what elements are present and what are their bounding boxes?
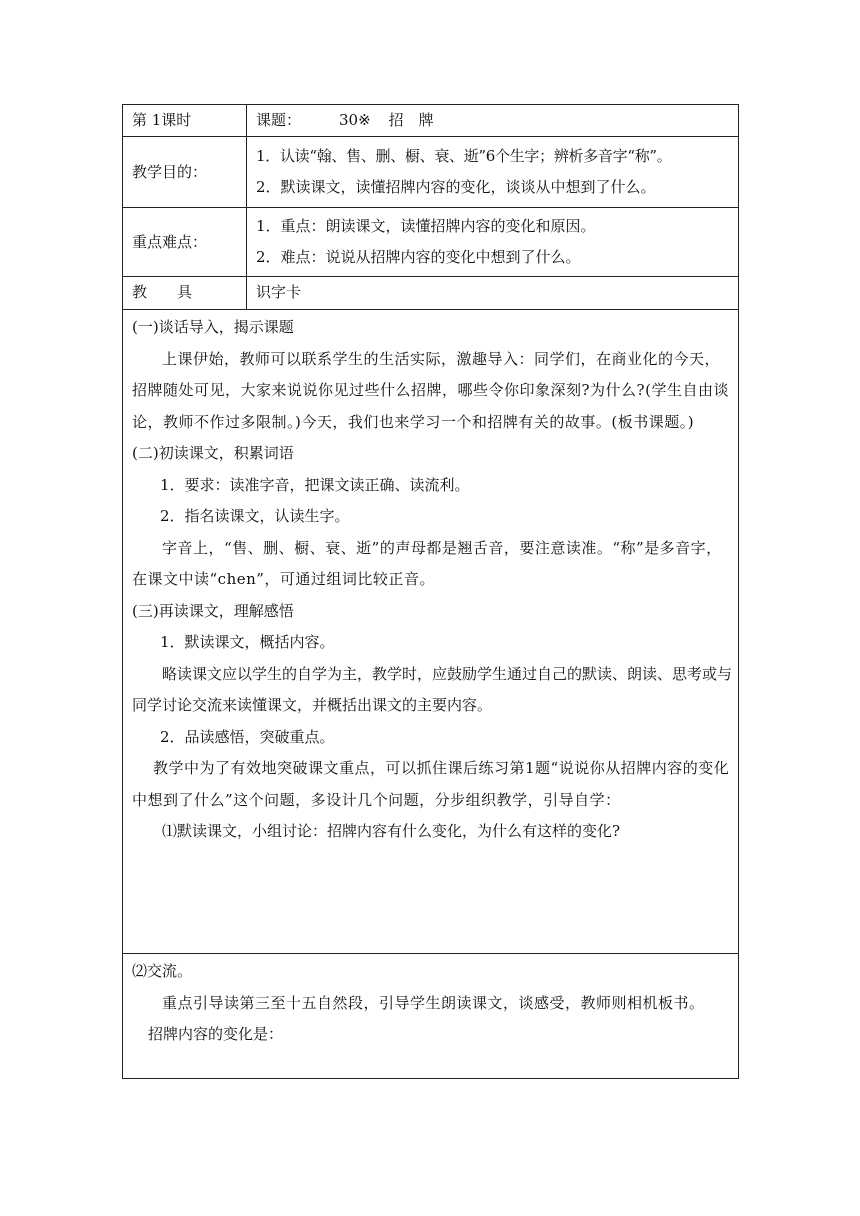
topic-number: 30※: [339, 111, 371, 129]
process-row: [123, 310, 739, 954]
section-3-sub-1: ⑴默读课文，小组讨论：招牌内容有什么变化，为什么有这样的变化?: [162, 822, 621, 840]
lesson-plan-table: [122, 104, 739, 1079]
tools-value: 识字卡: [256, 283, 302, 301]
header-row: [123, 105, 739, 137]
tools-row: [123, 277, 739, 310]
key-point-item-2: 2．难点：说说从招牌内容的变化中想到了什么。: [256, 248, 581, 266]
objective-item-1: 1．认读“翰、售、删、橱、衰、逝”6个生字；辨析多音字“称”。: [256, 147, 672, 165]
process-cell: [123, 310, 739, 954]
section-2-item-2: 2．指名读课文，认读生字。: [160, 507, 350, 525]
period-text: 第 1课时: [132, 111, 192, 129]
tools-label-cell: [123, 277, 247, 310]
tools-label: 教 具: [132, 283, 193, 301]
exchange-heading: ⑵交流。: [132, 962, 193, 980]
section-3-text-2: 教学中为了有效地突破课文重点，可以抓住课后练习第1题“说说你从招牌内容的变化中想到了什么”这个问题，多设计几个问题，分步组织教学，引导自学：: [132, 759, 730, 809]
section-1-heading: (一)谈话导入，揭示课题: [132, 318, 294, 336]
change-label: 招牌内容的变化是：: [148, 1025, 284, 1043]
lesson-plan-sheet: [122, 104, 738, 1079]
section-1-text: 上课伊始，教师可以联系学生的生活实际，激趣导入：同学们，在商业化的今天，招牌随处可见，大家来说说你见过些什么招牌，哪些令你印象深刻?为什么?(学生自由谈论，教师不作过多限制。)今天，我们也来学习一个和招牌有关的故事。(板书课题。): [132, 349, 729, 431]
key-points-cell: [247, 208, 739, 277]
objectives-label: 教学目的：: [132, 162, 208, 181]
section-2-text: 字音上，“售、删、橱、衰、逝”的声母都是翘舌音，要注意读准。“称”是多音字，在课文中读“chen”，可通过组词比较正音。: [132, 538, 722, 588]
tools-cell: [247, 277, 739, 310]
key-point-item-1: 1．重点：朗读课文，读懂招牌内容的变化和原因。: [256, 217, 596, 235]
section-2-heading: (二)初读课文，积累词语: [132, 444, 294, 462]
key-points-row: [123, 208, 739, 277]
objectives-cell: [247, 137, 739, 208]
section-3-text-1: 略读课文应以学生的自学为主，教学时，应鼓励学生通过自己的默读、朗读、思考或与同学讨论交流来读懂课文，并概括出课文的主要内容。: [132, 664, 733, 714]
period-cell: [123, 105, 247, 137]
section-2-item-1: 1．要求：读准字音，把课文读正确、读流利。: [160, 475, 470, 494]
section-3-heading: (三)再读课文，理解感悟: [132, 601, 294, 620]
objective-item-2: 2．默读课文，读懂招牌内容的变化，谈谈从中想到了什么。: [256, 178, 656, 196]
topic-label: 课题：: [256, 111, 302, 129]
objectives-row: [123, 137, 739, 208]
exchange-row: [123, 954, 739, 1079]
section-3-item-2: 2．品读感悟，突破重点。: [160, 727, 335, 746]
exchange-text: 重点引导读第三至十五自然段，引导学生朗读课文，谈感受，教师则相机板书。: [162, 993, 705, 1012]
exchange-cell: [123, 954, 739, 1079]
objectives-label-cell: [123, 137, 247, 208]
topic-title: 招 牌: [388, 111, 434, 129]
key-points-label: 重点难点：: [132, 232, 208, 251]
key-points-label-cell: [123, 208, 247, 277]
topic-cell: [247, 105, 739, 137]
section-3-item-1: 1．默读课文，概括内容。: [160, 633, 335, 651]
